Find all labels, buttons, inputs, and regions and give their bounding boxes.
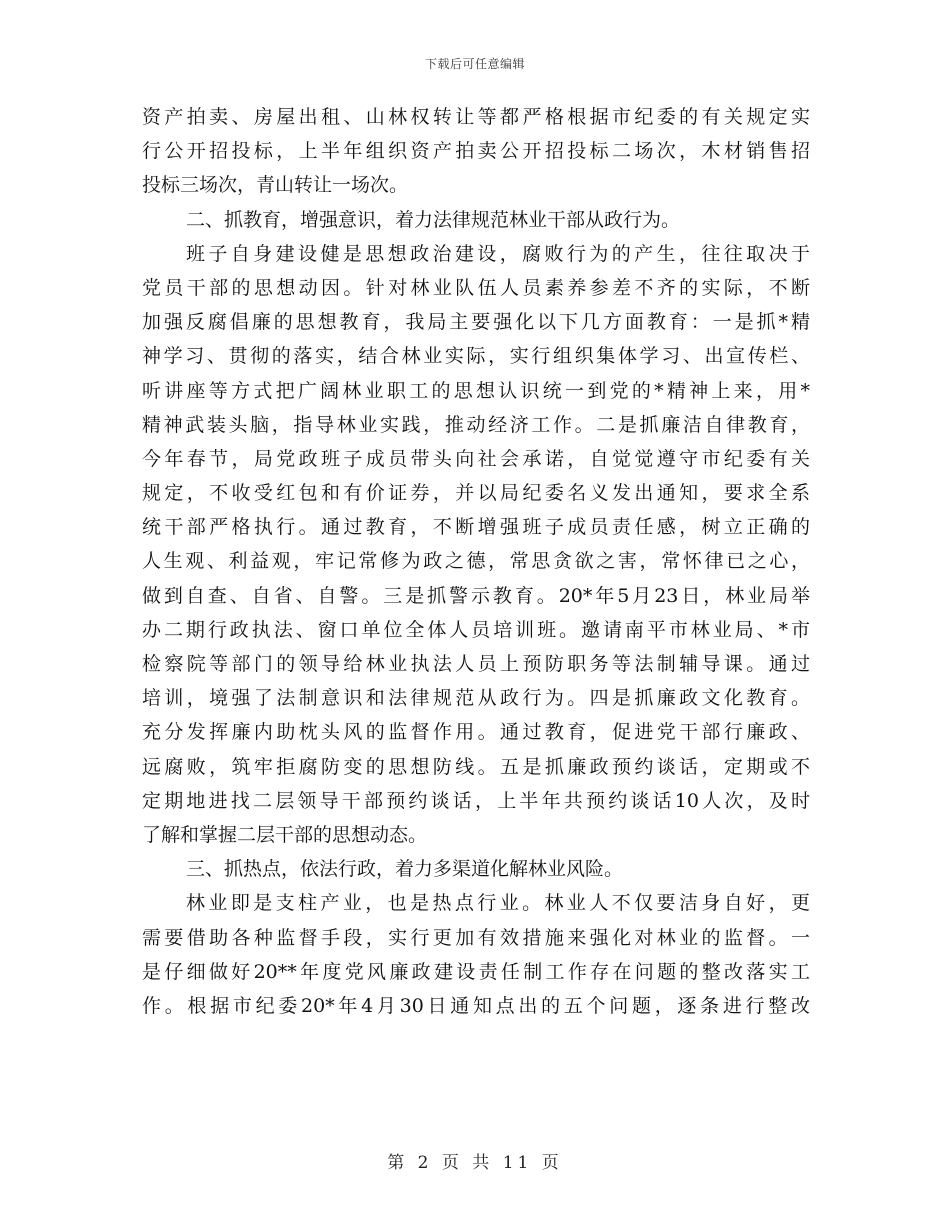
text-line: 规定，不收受红包和有价证券，并以局纪委名义发出通知，要求全系 xyxy=(142,482,810,505)
text-line: 需要借助各种监督手段，实行更加有效措施来强化对林业的监督。一 xyxy=(142,926,810,949)
page-footer: 第 2 页 共 11 页 xyxy=(387,1153,563,1173)
text-line: 人生观、利益观，牢记常修为政之德，常思贪欲之害，常怀律已之心， xyxy=(142,550,810,573)
text-line: 了解和掌握二层干部的思想动态。 xyxy=(142,823,428,846)
text-line: 党员干部的思想动因。针对林业队伍人员素养参差不齐的实际，不断 xyxy=(142,276,810,299)
text-line: 检察院等部门的领导给林业执法人员上预防职务等法制辅导课。通过 xyxy=(142,653,810,675)
text-line: 行公开招投标，上半年组织资产拍卖公开招投标二场次，木材销售招 xyxy=(142,140,810,163)
text-line: 培训，境强了法制意识和法律规范从政行为。四是抓廉政文化教育。 xyxy=(142,687,810,710)
text-line: 二、抓教育，增强意识，着力法律规范林业干部从政行为。 xyxy=(186,208,681,231)
text-line: 加强反腐倡廉的思想教育，我局主要强化以下几方面教育：一是抓*精 xyxy=(142,311,810,334)
text-line: 精神武装头脑，指导林业实践，推动经济工作。二是抓廉洁自律教育， xyxy=(142,413,810,436)
text-line: 今年春节，局党政班子成员带头向社会承诺，自觉觉遵守市纪委有关 xyxy=(142,447,810,470)
text-line: 林业即是支柱产业，也是热点行业。林业人不仅要洁身自好，更 xyxy=(186,892,810,915)
document-body xyxy=(142,100,810,1023)
text-line: 作。根据市纪委20*年4月30日通知点出的五个问题，逐条进行整改 xyxy=(142,994,810,1017)
text-line: 班子自身建设健是思想政治建设，腐败行为的产生，往往取决于 xyxy=(186,242,810,265)
text-line: 办二期行政执法、窗口单位全体人员培训班。邀请南平市林业局、*市 xyxy=(142,618,810,641)
text-line: 做到自查、自省、自警。三是抓警示教育。20*年5月23日，林业局举 xyxy=(142,584,810,607)
text-line: 充分发挥廉内助枕头风的监督作用。通过教育，促进党干部行廉政、 xyxy=(142,721,810,744)
page-header: 下载后可任意编辑 xyxy=(424,57,525,71)
text-line: 神学习、贯彻的落实，结合林业实际，实行组织集体学习、出宣传栏、 xyxy=(142,345,810,368)
text-line: 定期地进找二层领导干部预约谈话，上半年共预约谈话10人次，及时 xyxy=(142,789,810,812)
text-line: 资产拍卖、房屋出租、山林权转让等都严格根据市纪委的有关规定实 xyxy=(142,106,810,128)
text-line: 是仔细做好20**年度党风廉政建设责任制工作存在问题的整改落实工 xyxy=(142,960,810,983)
text-line: 统干部严格执行。通过教育，不断增强班子成员责任感，树立正确的 xyxy=(142,516,810,539)
text-line: 远腐败，筑牢拒腐防变的思想防线。五是抓廉政预约谈话，定期或不 xyxy=(142,755,810,778)
text-line: 投标三场次，青山转让一场次。 xyxy=(142,174,409,197)
text-line: 三、抓热点，依法行政，着力多渠道化解林业风险。 xyxy=(186,858,624,881)
text-line: 听讲座等方式把广阔林业职工的思想认识统一到党的*精神上来，用* xyxy=(142,379,810,402)
